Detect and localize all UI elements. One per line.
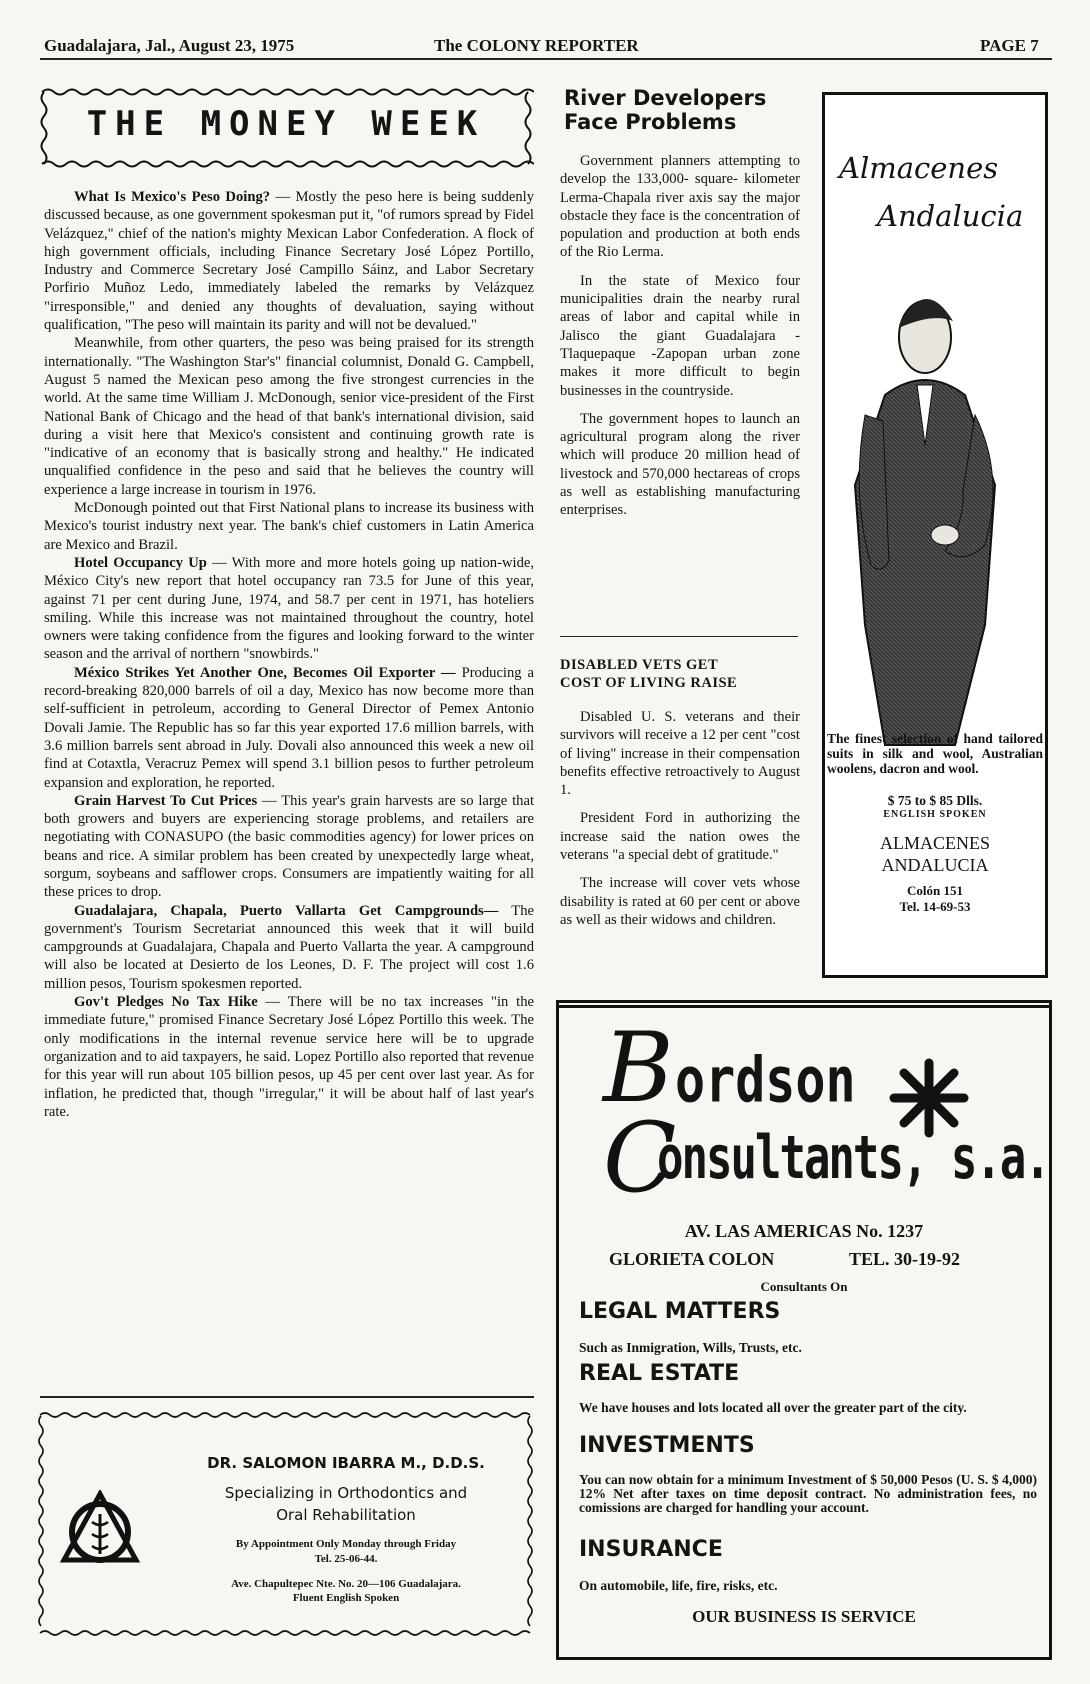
subhead-hotel: Hotel Occupancy Up (74, 554, 207, 571)
money-week-banner (38, 86, 534, 170)
asterisk-logo-icon (894, 1063, 964, 1133)
dentist-ad (36, 1410, 536, 1638)
dentist-specialty-2: Oral Rehabilitation (276, 1506, 416, 1524)
ad-description: The finest selection of hand tailored suits in silk and wool, Australian woolens, dacron and wool. (827, 731, 1043, 776)
paragraph: — There will be no tax increases "in the immediate future," promised Finance Secretary José López Portillo this week. The only modifications in the internal revenue service here will be to upgrade organization and to aid taxpayers, he said. Lopez Portillo also reported that revenue for this year will run about 105 billion pesos, up 45 per cent over last year. As for inflation, he predicted that, though "irregular," it will be about half of last year's rate. (44, 994, 535, 1120)
subhead-oil: México Strikes Yet Another One, Becomes Oil Exporter — (74, 664, 456, 681)
dateline: Guadalajara, Jal., August 23, 1975 (44, 36, 295, 55)
suited-man-illustration (825, 275, 1045, 755)
legal-matters-heading: LEGAL MATTERS (579, 1299, 781, 1324)
insurance-heading: INSURANCE (579, 1537, 723, 1562)
subhead-campgrounds: Guadalajara, Chapala, Puerto Vallarta Get Campgrounds— (74, 902, 499, 919)
dentist-phone: Tel. 25-06-44. (314, 1553, 378, 1565)
insurance-body: On automobile, life, fire, risks, etc. (579, 1578, 778, 1593)
paragraph: — With more and more hotels going up nation-wide, México City's new report that hotel occupancy ran 73.5 for June of this year, against 71 per cent during June, 1974, and 58.7 per cent in 1971, has hoteliers smiling. While this increase was not maintained throughout the country, hotel owners were taking confidence from the figures and looking forward to the winter season and the arrival of northern "snowbirds." (44, 554, 534, 663)
river-headline (564, 86, 766, 134)
paragraph: Government planners attempting to develop the 133,000- square- kilometer Lerma-Chapala river axis say the major obstacle they face is the concentration of population and production at both ends of the Rio Lerma. (560, 153, 800, 261)
paragraph: The government hopes to launch an agricultural program along the river which will produce 20 million head of livestock and 570,000 hectareas of crops as well as establishing manufacturing enterprises. (560, 410, 800, 519)
money-week-article (44, 188, 534, 1121)
dentist-specialty: Specializing in Orthodontics and (224, 1484, 468, 1502)
caduceus-logo-icon (60, 1490, 140, 1570)
vets-headline (560, 656, 737, 692)
paragraph: — This year's grain harvests are so large that both growers and buyers are experiencing storage problems, and retailers are negotiating with CONASUPO (the basic commodities agency) for lower prices on beans and rice. A similar problem has been created by unexpectedly large wheat, sorgum, soybeans and safflower crops. Consumers are impatiently waiting for all these prices to drop. (44, 792, 535, 901)
column-rule (40, 1396, 534, 1398)
svg-text:C: C (603, 1102, 677, 1213)
dentist-address: Ave. Chapultepec Nte. No. 20—106 Guadalajara. (231, 1578, 461, 1590)
story-divider (560, 636, 798, 637)
river-article (560, 152, 800, 530)
ad-telephone: Tel. 14-69-53 (899, 899, 971, 914)
paragraph: In the state of Mexico four municipalities drain the nearby rural areas of labor and capital while in Jalisco the giant Guadalajara -Tlaquepaque -Zapopan urban zone makes it more difficult to begin businesses in the countryside. (560, 272, 800, 399)
real-estate-heading: REAL ESTATE (579, 1361, 740, 1386)
ad-price: $ 75 to $ 85 Dlls. (887, 793, 983, 808)
almacenes-andalucia-ad (822, 92, 1048, 978)
ad-store-name-1: ALMACENES (879, 833, 990, 853)
vets-article (560, 708, 800, 939)
investments-heading: INVESTMENTS (579, 1433, 755, 1458)
paragraph: McDonough pointed out that First National plans to increase its business with Mexico's tourist industry next year. The bank's chief customers in Latin America are Mexico and Brazil. (44, 500, 534, 553)
bordson-phone: TEL. 30-19-92 (849, 1249, 961, 1269)
paragraph: The increase will cover vets whose disability is rated at 60 per cent or above as well as their widows and children. (560, 875, 800, 928)
dentist-english: Fluent English Spoken (292, 1592, 400, 1604)
svg-text:B: B (603, 1023, 674, 1124)
real-estate-body: We have houses and lots located all over the greater part of the city. (579, 1400, 967, 1415)
subhead-peso: What Is Mexico's Peso Doing? (74, 189, 271, 205)
vets-headline-line2: COST OF LIVING RAISE (560, 675, 738, 691)
header-rule (40, 58, 1052, 60)
paragraph: Meanwhile, from other quarters, the peso was being praised for its strength internationally. "The Washington Star's" financial columnist, Donald G. Campbell, August 5 named the Mexican peso among the five strongest currencies in the world. At the same time William J. McDonough, senior vice-president of the First National Bank of Chicago and the head of that bank's international division, said during a visit here that Mexico's consistent and continuing growth rate is "indicative of an economy that is basically strong and healthy." He indicated unqualified confidence in the peso and said that he believes the country will experience a large increase in tourism in 1976. (44, 335, 534, 498)
ad-script-andalucia: Andalucia (877, 199, 1024, 233)
money-week-title: THE MONEY WEEK (86, 104, 486, 144)
bordson-address: AV. LAS AMERICAS No. 1237 (684, 1221, 924, 1241)
bordson-slogan: OUR BUSINESS IS SERVICE (692, 1607, 916, 1626)
river-headline-line1: River Developers (564, 86, 767, 110)
ad-top-double-rule (559, 1005, 1049, 1008)
ad-english-spoken: ENGLISH SPOKEN (883, 809, 987, 820)
investments-body: You can now obtain for a minimum Investment of $ 50,000 Pesos (U. S. $ 4,000) 12% Net after taxes on time deposit contract. No administration fees, no comissions are charged for handling your account. (579, 1472, 1037, 1515)
legal-matters-body: Such as Inmigration, Wills, Trusts, etc. (579, 1340, 802, 1355)
paragraph: Disabled U. S. veterans and their survivors will receive a 12 per cent "cost of living" increase in their compensation benefits effective retroactively to August 1. (560, 709, 800, 799)
ad-store-name-2: ANDALUCIA (881, 855, 989, 875)
subhead-grain: Grain Harvest To Cut Prices (74, 792, 258, 809)
paragraph: — Mostly the peso here is being suddenly discussed because, as one government spokesman put it, "of rumors spread by Fidel Velázquez," chief of the nation's mighty Mexican Labor Confederation. A flock of high government officials, including Finance Secretary José López Portillo, Industry and Commerce Secretary José Campillo Sáinz, and Labor Secretary Porfirio Muñoz Ledo, immediately labeled the remarks by Velázquez "irresponsible," and denied any thoughts of devaluation, saying without qualification, "The peso will maintain its parity and will not be devalued." (44, 189, 535, 334)
river-headline-line2: Face Problems (564, 110, 737, 134)
paragraph: President Ford in authorizing the increase said the nation owes the veterans "a special debt of gratitude." (560, 810, 800, 864)
page-number: PAGE 7 (980, 36, 1039, 55)
subhead-tax: Gov't Pledges No Tax Hike (74, 994, 258, 1011)
bordson-consultants-ad (556, 1000, 1052, 1660)
bordson-logo-text-1: ordson (675, 1043, 856, 1117)
paragraph: The government's Tourism Secretariat announced this week that it will build campgrounds at Guadalajara, Chapala and Puerto Vallarta the year. A campground will also be located at Desierto de los Leones, D. F. The project will cost 1.6 million pesos, Tourism spokesmen reported. (44, 902, 534, 992)
bordson-glorieta: GLORIETA COLON (609, 1249, 775, 1269)
newspaper-name: The COLONY REPORTER (434, 36, 639, 55)
bordson-logo-text-2: onsultants, s.a. (657, 1124, 1049, 1193)
dentist-hours: By Appointment Only Monday through Friday (235, 1538, 457, 1550)
vets-headline-line1: DISABLED VETS GET (560, 657, 719, 673)
ad-address: Colón 151 (907, 883, 963, 898)
ad-script-almacenes: Almacenes (839, 151, 999, 185)
dentist-name: DR. SALOMON IBARRA M., D.D.S. (207, 1454, 485, 1472)
paragraph: Producing a record-breaking 820,000 barrels of oil a day, Mexico has now become more than self-sufficient in petroleum, according to General Director of Pemex Antonio Dovali Jamie. The Republic has so far this year exported 17.6 million barrels, with 3.6 million barrels sent abroad in July. Dovali also announced this week a new oil find at Cotaxtla, Veracruz Pemex will spend 3.1 billion pesos to further petroleum expansion and exploration, he reported. (44, 664, 534, 791)
bordson-consultants-on: Consultants On (760, 1279, 848, 1294)
